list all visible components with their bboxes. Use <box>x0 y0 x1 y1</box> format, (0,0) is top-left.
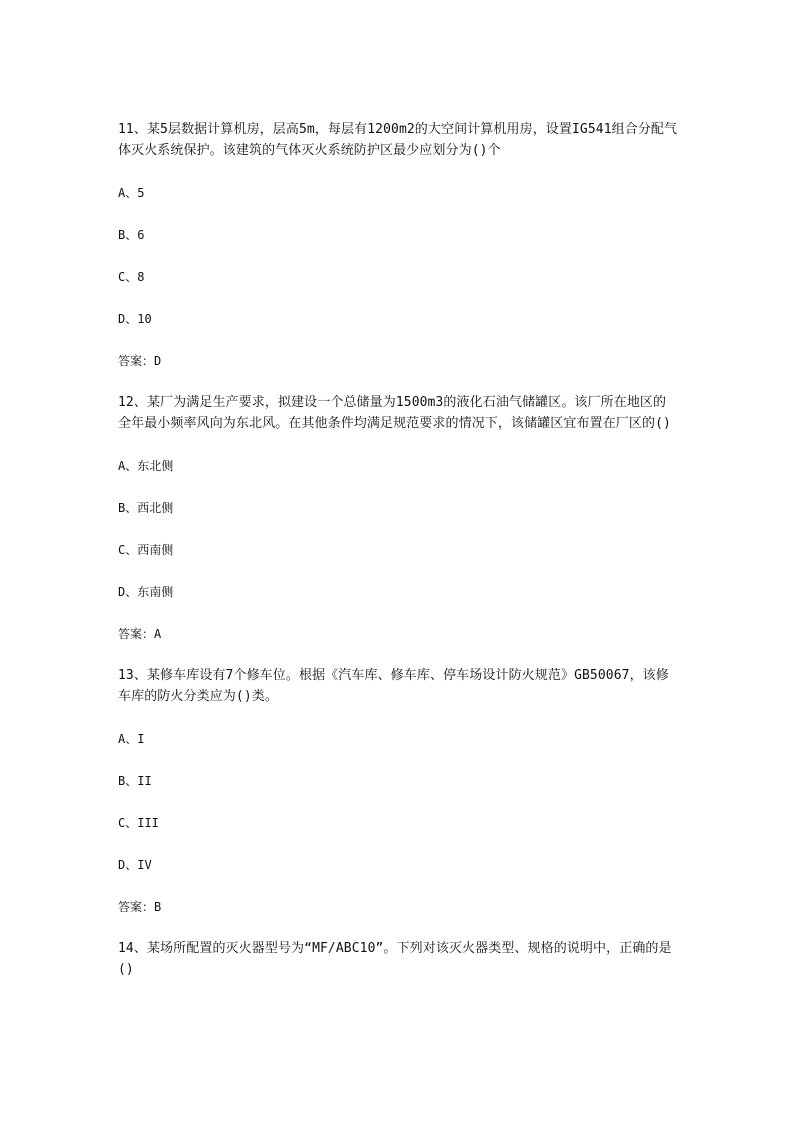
option-b: B、6 <box>118 228 145 242</box>
question-stem: 12、某厂为满足生产要求，拟建设一个总储量为1500m3的液化石油气储罐区。该厂所在地区的全年最小频率风向为东北风。在其他条件均满足规范要求的情况下，该储罐区宜布置在厂区的() <box>118 395 671 431</box>
option-c: C、III <box>118 816 159 830</box>
answer: 答案：A <box>118 627 162 641</box>
option-d: D、IV <box>118 858 152 872</box>
option-b: B、西北侧 <box>118 501 174 515</box>
question-12 <box>118 392 678 643</box>
question-stem: 14、某场所配置的灭火器型号为“MF/ABC10”。下列对该灭火器类型、规格的说明中，正确的是() <box>118 941 672 977</box>
question-stem: 11、某5层数据计算机房，层高5m，每层有1200m2的大空间计算机用房，设置IG541组合分配气体灭火系统保护。该建筑的气体灭火系统防护区最少应划分为()个 <box>118 122 678 158</box>
question-11 <box>118 119 678 370</box>
option-a: A、I <box>118 732 145 746</box>
question-stem: 13、某修车库设有7个修车位。根据《汽车库、修车库、停车场设计防火规范》GB50067，该修车库的防火分类应为()类。 <box>118 668 669 704</box>
question-14 <box>118 938 678 980</box>
option-c: C、西南侧 <box>118 543 174 557</box>
option-b: B、II <box>118 774 152 788</box>
document-page <box>118 119 678 1003</box>
answer: 答案：B <box>118 900 162 914</box>
option-a: A、5 <box>118 186 145 200</box>
option-d: D、10 <box>118 312 152 326</box>
question-13 <box>118 665 678 916</box>
option-d: D、东南侧 <box>118 585 174 599</box>
option-c: C、8 <box>118 270 145 284</box>
answer: 答案：D <box>118 354 162 368</box>
option-a: A、东北侧 <box>118 459 174 473</box>
